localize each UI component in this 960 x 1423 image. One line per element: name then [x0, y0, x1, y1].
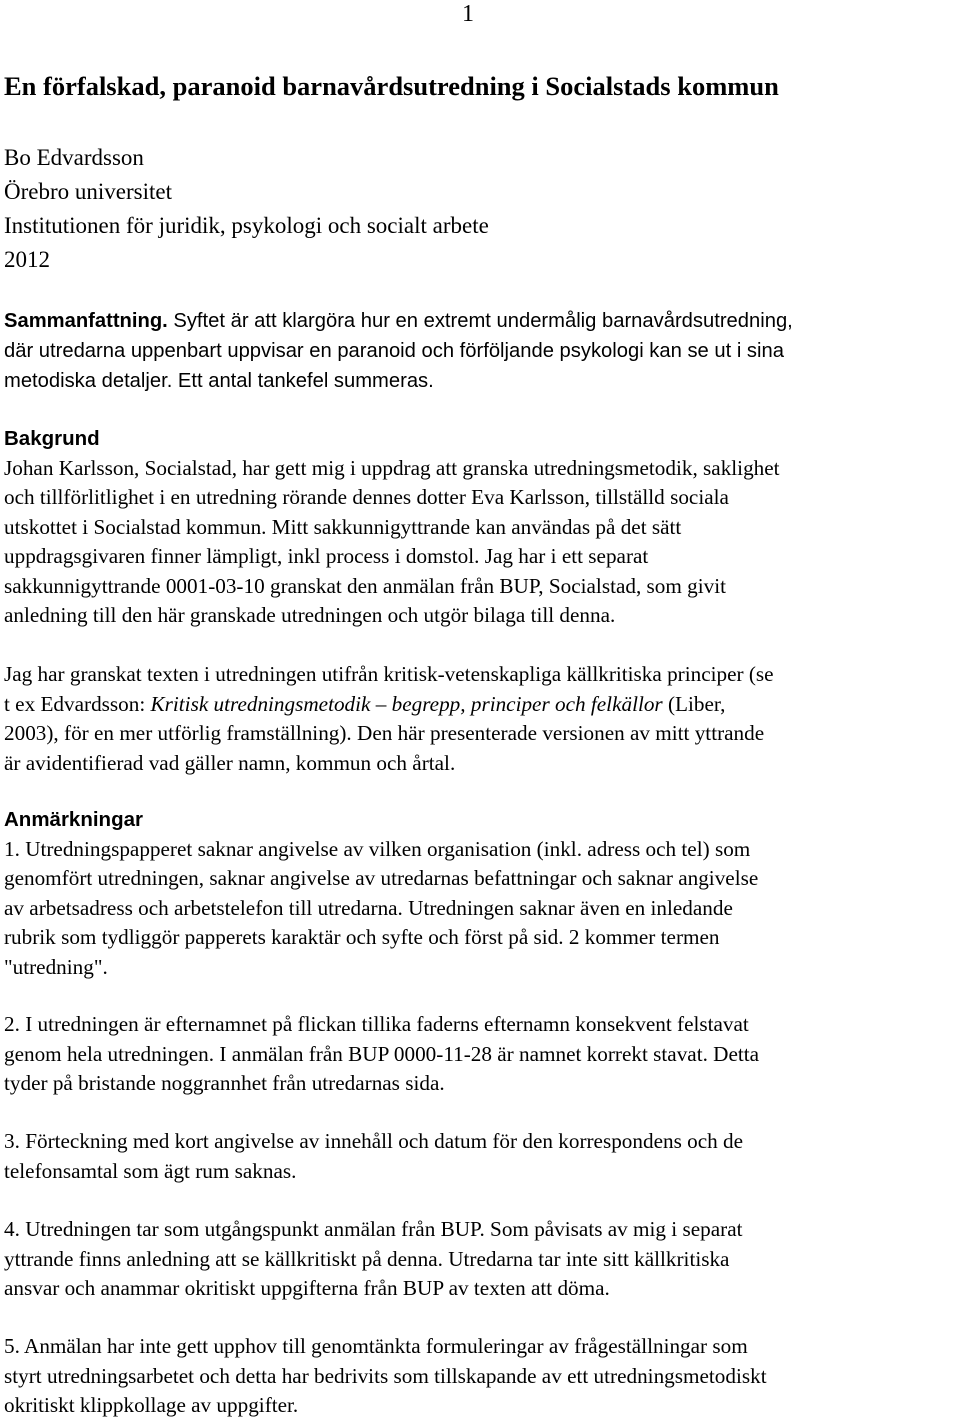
text-line: 5. Anmälan har inte gett upphov till genomtänkta formuleringar av frågeställningar som [4, 1334, 748, 1358]
remarks-heading: Anmärkningar [4, 808, 143, 831]
remarks-section [4, 805, 956, 982]
text-line: styrt utredningsarbetet och detta har bedrivits som tillskapande av ett utredningsmetodiskt [4, 1363, 767, 1388]
text-line: och tillförlitlighet i en utredning rörande dennes dotter Eva Karlsson, tillställd sociala [4, 485, 729, 509]
text-line: "utredning". [4, 954, 108, 979]
author-university: Örebro universitet [4, 179, 172, 204]
summary-text: Syftet är att klargöra hur en extremt undermålig barnavårdsutredning, [167, 310, 793, 332]
text-line: av arbetsadress och arbetstelefon till utredarna. Utredningen saknar även en inledande [4, 895, 733, 920]
text-line: uppdragsgivaren finner lämpligt, inkl process i domstol. Jag har i ett separat [4, 544, 649, 568]
author-name: Bo Edvardsson [4, 145, 144, 170]
book-title: Kritisk utredningsmetodik – begrepp, principer och felkällor [150, 691, 663, 716]
summary-line-1 [4, 306, 956, 336]
remark-item-1 [4, 835, 956, 983]
text-line: anledning till den här granskade utredningen och utgör bilaga till denna. [4, 603, 616, 627]
summary-paragraph [4, 306, 956, 396]
text-line: okritiskt klippkollage av uppgifter. [4, 1393, 299, 1417]
text-line-with-citation [4, 690, 956, 720]
remark-item-3 [4, 1127, 956, 1186]
text-line: ansvar och anammar okritiskt uppgifterna från BUP av texten att döma. [4, 1276, 610, 1300]
text-line: tyder på bristande noggrannhet från utredarnas sida. [4, 1071, 445, 1095]
text-line: sakkunnigyttrande 0001-03-10 granskat den anmälan från BUP, Socialstad, som givit [4, 573, 727, 598]
author-department: Institutionen för juridik, psykologi och socialt arbete [4, 213, 489, 238]
text-line: yttrande finns anledning att se källkritiskt på denna. Utredarna tar inte sitt källkritiska [4, 1246, 730, 1271]
summary-line-3: metodiska detaljer. Ett antal tankefel summeras. [4, 370, 434, 392]
document-title: En förfalskad, paranoid barnavårdsutredning i Socialstads kommun [4, 71, 779, 101]
text-line: genom hela utredningen. I anmälan från BUP 0000-11-28 är namnet korrekt stavat. Detta [4, 1041, 760, 1066]
author-block [4, 141, 489, 277]
text-line: genomfört utredningen, saknar angivelse av utredarnas befattningar och saknar angivelse [4, 866, 759, 890]
text-line: 2003), för en mer utförlig framställning). Den här presenterade versionen av mitt yttrande [4, 721, 765, 745]
citation-prefix: t ex Edvardsson: [4, 691, 151, 716]
text-line: 3. Förteckning med kort angivelse av innehåll och datum för den korrespondens och de [4, 1129, 744, 1153]
text-line: 4. Utredningen tar som utgångspunkt anmälan från BUP. Som påvisats av mig i separat [4, 1217, 743, 1241]
citation-suffix: (Liber, [662, 691, 726, 716]
background-paragraph-1 [4, 454, 956, 631]
text-line: 1. Utredningspapperet saknar angivelse av vilken organisation (inkl. adress och tel) som [4, 836, 751, 861]
text-line: Jag har granskat texten i utredningen utifrån kritisk-vetenskapliga källkritiska principer (se [4, 662, 774, 686]
background-section [4, 424, 956, 631]
remark-item-2 [4, 1010, 956, 1099]
background-heading: Bakgrund [4, 427, 100, 450]
remark-item-5 [4, 1332, 956, 1421]
remark-item-4 [4, 1215, 956, 1304]
text-line: rubrik som tydliggör papperets karaktär och syfte och först på sid. 2 kommer termen [4, 925, 720, 949]
summary-lead: Sammanfattning. [4, 310, 168, 332]
text-line: är avidentifierad vad gäller namn, kommun och årtal. [4, 750, 456, 775]
method-paragraph [4, 660, 956, 778]
text-line: telefonsamtal som ägt rum saknas. [4, 1158, 297, 1183]
text-line: 2. I utredningen är efternamnet på flickan tillika faderns efternamn konsekvent felstavat [4, 1012, 749, 1036]
summary-line-2: där utredarna uppenbart uppvisar en paranoid och förföljande psykologi kan se ut i sina [4, 340, 784, 362]
author-year: 2012 [4, 247, 50, 272]
text-line: utskottet i Socialstad kommun. Mitt sakkunnigyttrande kan användas på det sätt [4, 514, 682, 539]
page-number: 1 [462, 1, 474, 27]
text-line: Johan Karlsson, Socialstad, har gett mig i uppdrag att granska utredningsmetodik, saklighet [4, 455, 780, 480]
